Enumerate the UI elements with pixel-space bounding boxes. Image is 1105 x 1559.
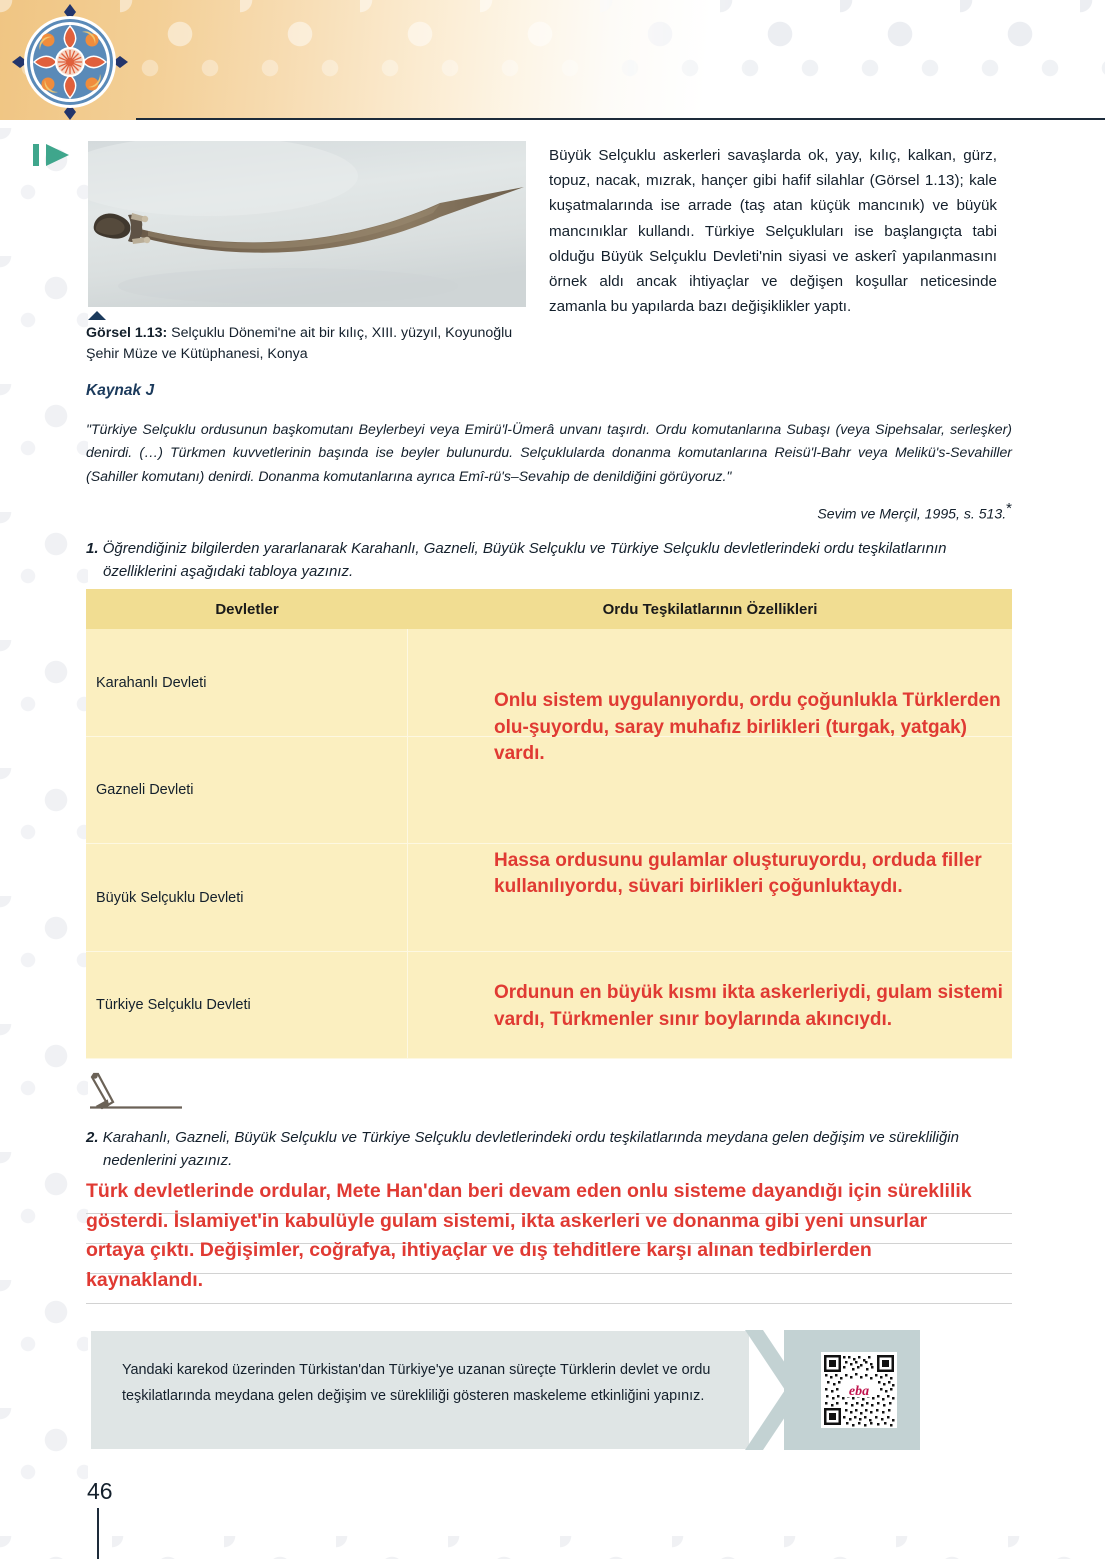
page-number-rule	[97, 1508, 99, 1559]
table-answer-text: Ordunun en büyük kısmı ikta askerleriydi, gulam sistemi vardı, Türkmenler sınır boylarında akıncıydı.	[494, 982, 1003, 1030]
question-1-number: 1.	[86, 540, 99, 557]
source-attribution-text: Sevim ve Merçil, 1995, s. 513.	[817, 505, 1007, 522]
footnote-asterisk: *	[1006, 500, 1012, 517]
source-quote: "Türkiye Selçuklu ordusunun başkomutanı Beylerbeyi veya Emirü'l-Ümerâ unvanı taşırdı. Ordu komutanlarına Subaşı (veya Sipehsalar, serleşker) denirdi. (…) Türkmen kuvvetlerinin başında ise beyler bulunurdu. Selçuklularda donanma komutanlarına Reisü'l-Bahr veya Melikü's-Sevahiller (Sahiller komutanı) denirdi. Donanma komutanlarına ayrıca Emî-rü's–Sevahip de denildiğini görüyoruz."	[86, 421, 1012, 484]
answer-2-area[interactable]	[86, 1180, 1012, 1305]
table-answer-text: Hassa ordusunu gulamlar oluşturuyordu, orduda filler kullanılıyordu, süvari birlikleri çoğunluktaydı.	[494, 849, 982, 897]
table-body	[86, 629, 1012, 1059]
play-marker-icon	[33, 142, 73, 168]
army-organization-table	[86, 589, 1012, 1061]
page-number: 46	[87, 1478, 113, 1504]
question-2-number: 2.	[86, 1129, 99, 1146]
answer-2-text: Türk devletlerinde ordular, Mete Han'dan beri devam eden onlu sisteme dayandığı için süreklilik gösterdi. İslamiyet'in kabulüyle gulam sistemi, ikta askerleri ve donanma gibi yeni unsurlar ortaya çıktı. Değişimler, coğrafya, ihtiyaçlar ve dış tehditlere karşı alınan tedbirlerden kaynaklandı.	[86, 1180, 972, 1291]
seljuk-sword-photo	[88, 141, 526, 307]
table-cell-state: Gazneli Devleti	[86, 737, 408, 843]
question-1	[86, 538, 1014, 583]
figure-caption-text: Selçuklu Dönemi'ne ait bir kılıç, XIII. yüzyıl, Koyunoğlu Şehir Müze ve Kütüphanesi, Konya	[86, 325, 513, 363]
table-cell-answer[interactable]	[408, 844, 1012, 951]
eba-qr-code[interactable]	[821, 1352, 897, 1428]
figure-caption	[86, 323, 528, 366]
table-cell-answer[interactable]	[408, 629, 1012, 736]
table-row[interactable]	[86, 844, 1012, 952]
table-row[interactable]	[86, 952, 1012, 1059]
table-cell-state: Türkiye Selçuklu Devleti	[86, 952, 408, 1058]
eba-instruction-text: Yandaki karekod üzerinden Türkistan'dan Türkiye'ye uzanan süreçte Türklerin devlet ve ordu teşkilatlarında meydana gelen değişim ve sürekliliği gösteren maskeleme etkinliğini yapınız.	[122, 1362, 711, 1404]
caption-caret-up-icon	[88, 311, 106, 320]
question-2-text: Karahanlı, Gazneli, Büyük Selçuklu ve Türkiye Selçuklu devletlerindeki ordu teşkilatlarında meydana gelen değişim ve sürekliliğin nedenlerini yazınız.	[102, 1129, 959, 1169]
table-header-states: Devletler	[215, 600, 279, 618]
eba-brand-text: eba	[848, 1384, 870, 1399]
source-title: Kaynak J	[86, 382, 155, 399]
table-header-features: Ordu Teşkilatlarının Özellikleri	[602, 600, 818, 618]
source-attribution	[86, 500, 1012, 522]
question-1-text: Öğrendiğiniz bilgilerden yararlanarak Karahanlı, Gazneli, Büyük Selçuklu ve Türkiye Selçuklu devletlerindeki ordu teşkilatlarının özelliklerini aşağıdaki tabloya yazınız.	[102, 540, 947, 580]
eba-activity-box	[90, 1330, 920, 1450]
pencil-divider-icon	[86, 1068, 286, 1114]
table-cell-answer[interactable]	[408, 952, 1012, 1058]
table-header-row	[86, 589, 1012, 629]
table-cell-state: Karahanlı Devleti	[86, 629, 408, 736]
table-row[interactable]	[86, 737, 1012, 844]
table-answer-text: Onlu sistem uygulanıyordu, ordu çoğunlukla Türklerden olu-şuyordu, saray muhafız birlikleri (turgak, yatgak) vardı.	[494, 690, 1001, 764]
figure-caption-label: Görsel 1.13:	[86, 325, 168, 341]
table-cell-state: Büyük Selçuklu Devleti	[86, 844, 408, 951]
table-row[interactable]	[86, 629, 1012, 737]
intro-paragraph: Büyük Selçuklu askerleri savaşlarda ok, yay, kılıç, kalkan, gürz, topuz, nacak, mızrak, hançer gibi hafif silahlar (Görsel 1.13); kale kuşatmalarında ise arrade (taş atan küçük mancınık) ve büyük mancınıklar kullandı. Türkiye Selçukluları ise başlangıçta tabi olduğu Büyük Selçuklu Devleti'nin siyasi ve askerî yapılanmasını örnek aldı ancak ihtiyaçlar ve değişen koşullar neticesinde zamanla bu yapılarda bazı değişiklikler yaptı.	[549, 147, 997, 316]
table-cell-answer[interactable]	[408, 737, 1012, 843]
question-2	[86, 1127, 1014, 1172]
